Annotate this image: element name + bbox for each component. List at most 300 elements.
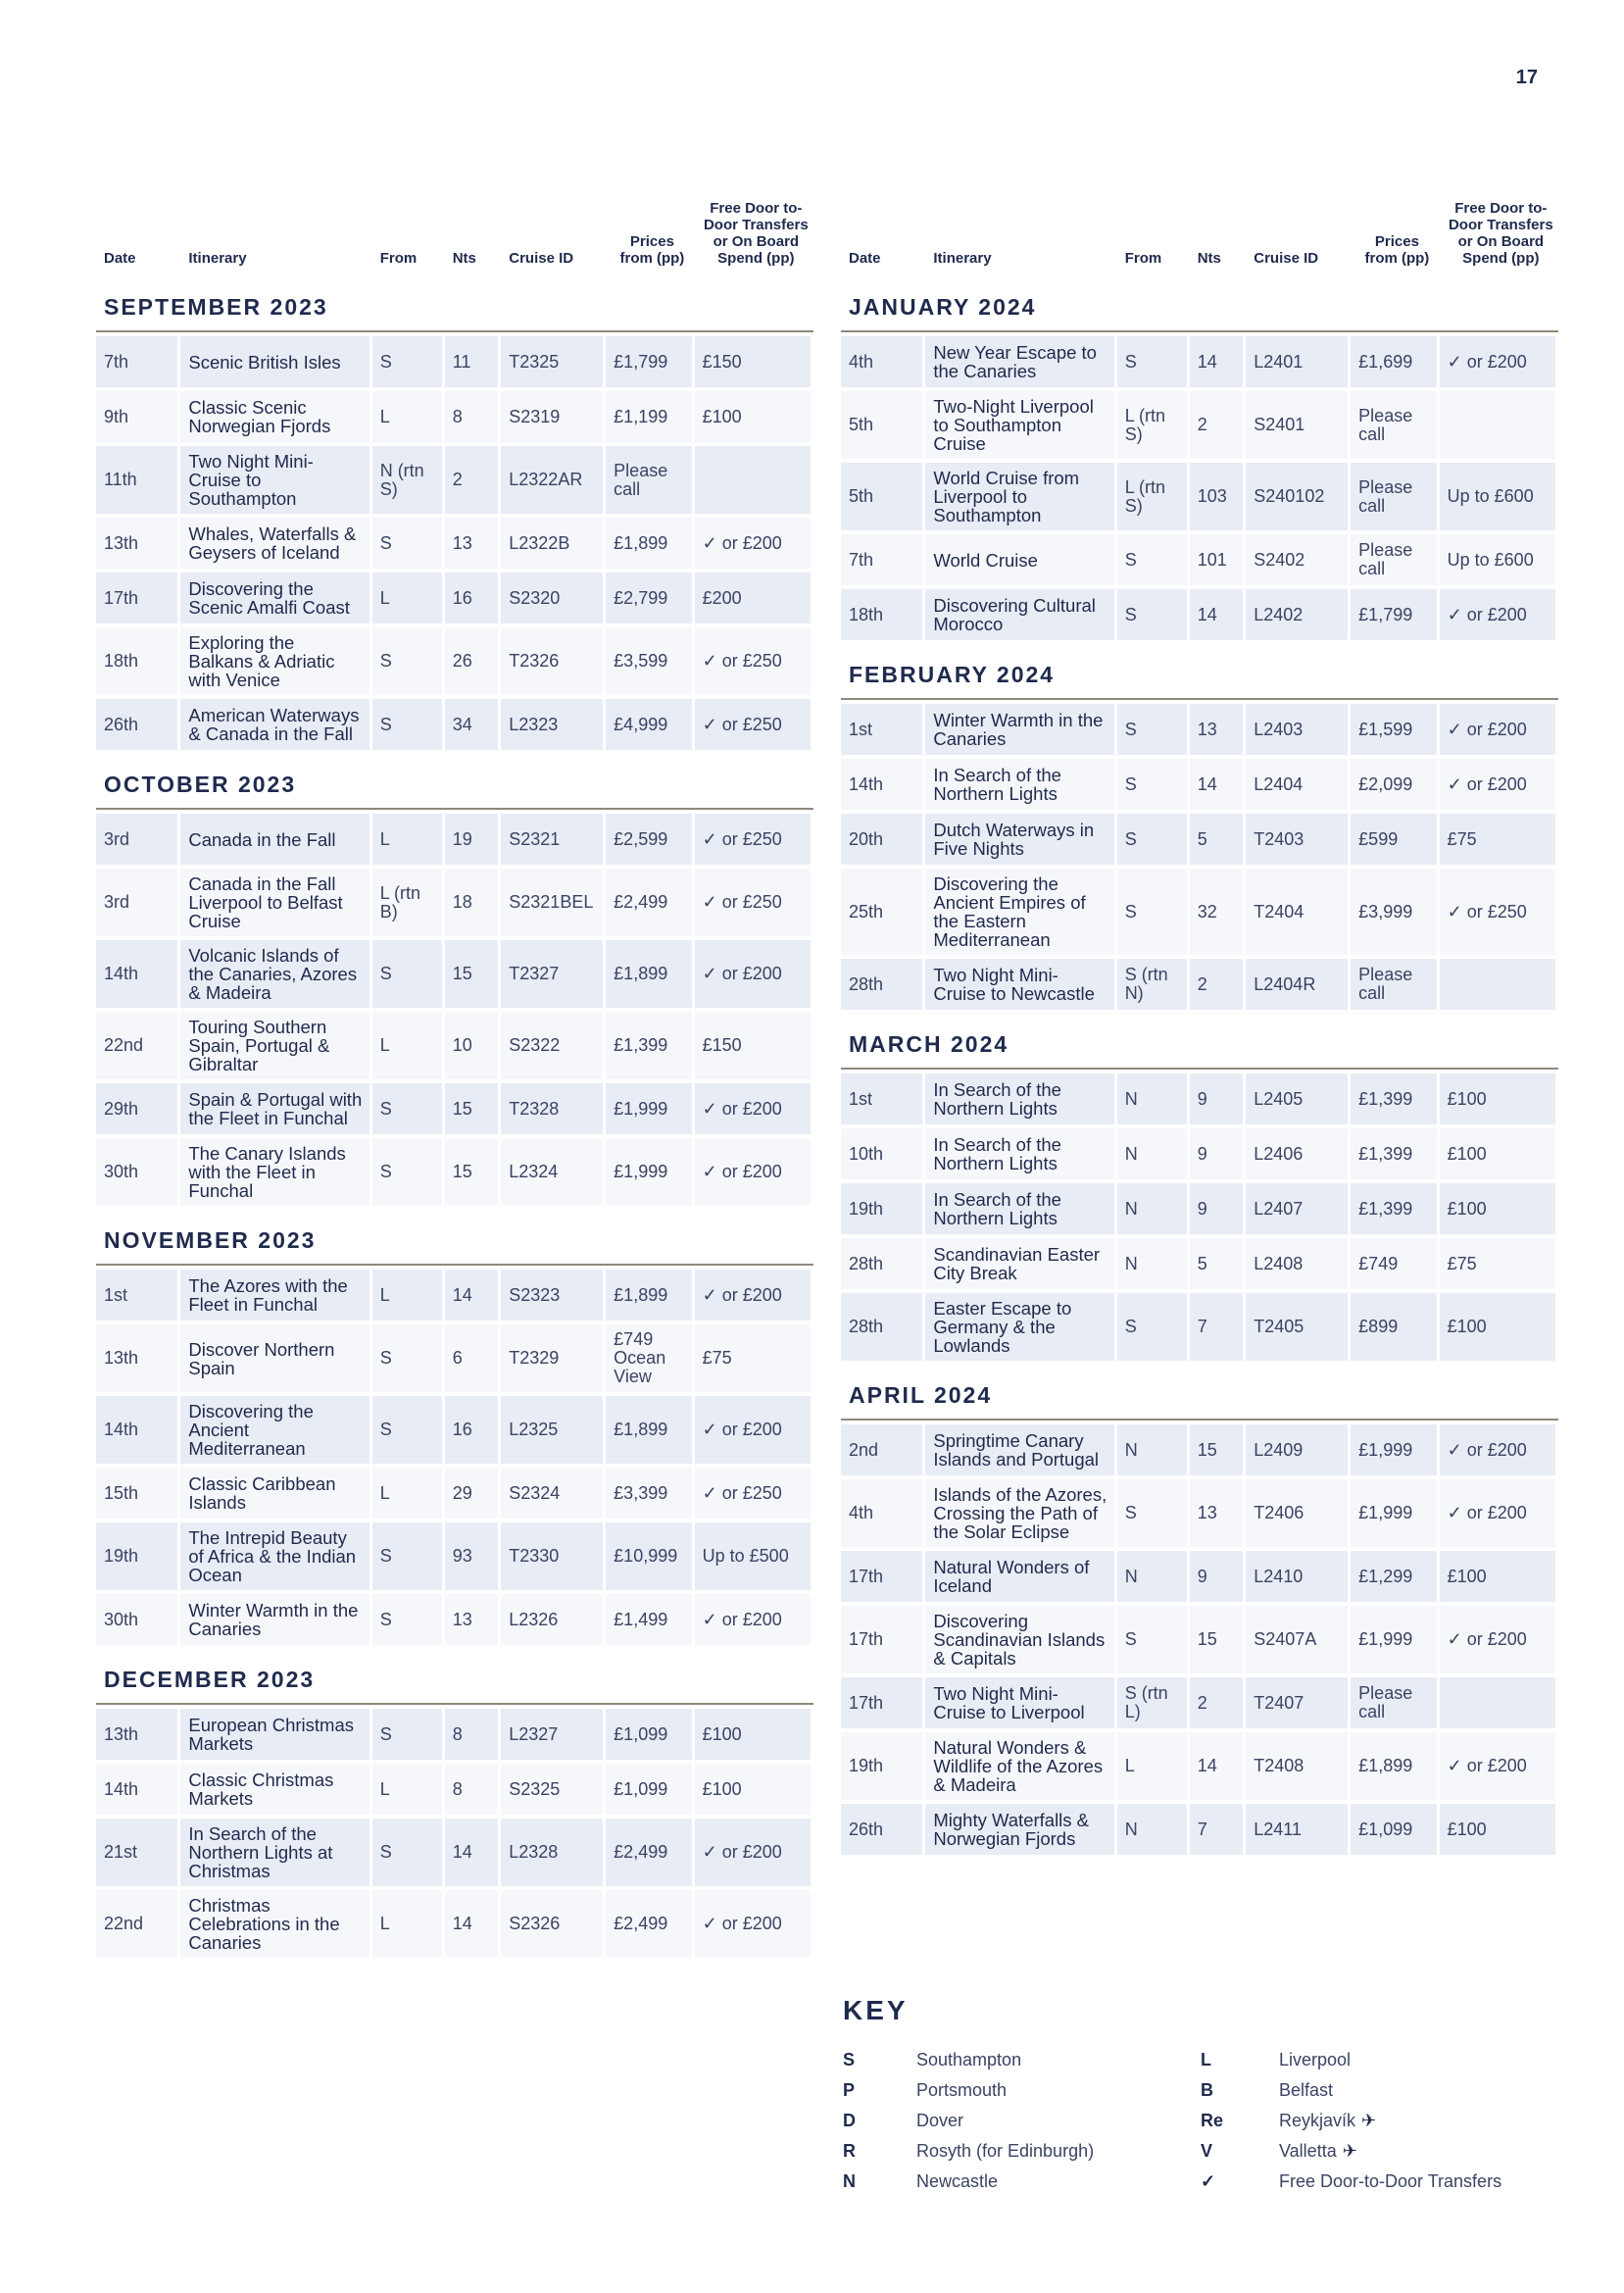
cell-nights: 14 <box>1190 759 1247 810</box>
cell-price: £1,099 <box>1351 1804 1439 1855</box>
cell-date: 22nd <box>96 1012 180 1079</box>
cell-cruise-id: S2326 <box>501 1890 606 1958</box>
key-code: R <box>843 2141 856 2161</box>
cell-free-transfer: ✓ or £200 <box>695 518 813 569</box>
table-row <box>841 463 1558 530</box>
cell-itinerary: Natural Wonders of Iceland <box>925 1551 1116 1602</box>
table-row <box>841 1238 1558 1289</box>
table-row <box>96 699 813 750</box>
cell-price: Please call <box>1351 959 1439 1010</box>
table-row <box>96 1138 813 1206</box>
cell-cruise-id: L2324 <box>501 1138 606 1206</box>
cell-free-transfer: £200 <box>695 573 813 623</box>
key-grid <box>843 2050 1549 2192</box>
cell-from: N <box>1117 1551 1190 1602</box>
cell-itinerary: Discover Northern Spain <box>180 1324 371 1392</box>
cell-price: £1,899 <box>606 518 694 569</box>
key-name: Rosyth (for Edinburgh) <box>916 2141 1095 2161</box>
key-name-cell <box>1279 2171 1549 2192</box>
cell-free-transfer <box>1440 1677 1558 1728</box>
table-row <box>96 627 813 695</box>
cell-itinerary: Touring Southern Spain, Portugal & Gibraltar <box>180 1012 371 1079</box>
cell-cruise-id: L2407 <box>1246 1183 1351 1234</box>
section-title: NOVEMBER 2023 <box>96 1210 813 1266</box>
cell-from: L <box>372 814 445 865</box>
key-name-cell <box>1279 2050 1549 2070</box>
table-row <box>841 534 1558 585</box>
cell-itinerary: The Azores with the Fleet in Funchal <box>180 1270 371 1321</box>
key-code: Re <box>1201 2111 1224 2130</box>
cell-cruise-id: T2403 <box>1246 814 1351 865</box>
cell-cruise-id: L2409 <box>1246 1424 1351 1475</box>
cell-free-transfer: ✓ or £200 <box>1440 1424 1558 1475</box>
cell-nights: 32 <box>1190 869 1247 955</box>
cell-date: 14th <box>841 759 925 810</box>
cell-price: £1,199 <box>606 391 694 442</box>
table-header <box>841 200 1558 273</box>
cell-date: 28th <box>841 1238 925 1289</box>
cell-cruise-id: T2329 <box>501 1324 606 1392</box>
cell-itinerary: Two Night Mini-Cruise to Newcastle <box>925 959 1116 1010</box>
cell-nights: 93 <box>445 1522 502 1590</box>
cell-nights: 8 <box>445 1764 502 1815</box>
cell-price: £749 Ocean View <box>606 1324 694 1392</box>
header-cruise-id: Cruise ID <box>509 250 574 267</box>
cell-cruise-id: S2324 <box>501 1468 606 1519</box>
cell-free-transfer: £100 <box>1440 1293 1558 1361</box>
cell-itinerary: Volcanic Islands of the Canaries, Azores & Madeira <box>180 940 371 1008</box>
cell-itinerary: Whales, Waterfalls & Geysers of Iceland <box>180 518 371 569</box>
table-row <box>96 336 813 387</box>
cell-nights: 15 <box>1190 1424 1247 1475</box>
cell-free-transfer: £100 <box>1440 1128 1558 1179</box>
section-header-row <box>841 1365 1558 1421</box>
cell-date: 4th <box>841 1479 925 1547</box>
cell-free-transfer: ✓ or £200 <box>695 1819 813 1886</box>
cell-price: £1,399 <box>1351 1073 1439 1124</box>
cell-from: L (rtn B) <box>372 869 445 936</box>
page-number: 17 <box>1515 67 1538 88</box>
airplane-icon: ✈ <box>1342 2141 1357 2161</box>
cell-itinerary: Dutch Waterways in Five Nights <box>925 814 1116 865</box>
cell-itinerary: Scenic British Isles <box>180 336 371 387</box>
cell-nights: 13 <box>445 1594 502 1645</box>
section-title: DECEMBER 2023 <box>96 1649 813 1705</box>
key-name: Valletta <box>1279 2141 1337 2161</box>
table-row <box>841 1804 1558 1855</box>
cell-itinerary: Discovering the Ancient Empires of the Eastern Mediterranean <box>925 869 1116 955</box>
table-row <box>841 959 1558 1010</box>
cell-nights: 16 <box>445 1396 502 1464</box>
cell-from: S <box>1117 869 1190 955</box>
cell-cruise-id: L2401 <box>1246 336 1351 387</box>
header-free-transfers: Free Door to-Door Transfers or On Board Spend (pp) <box>1448 200 1553 267</box>
cell-price: Please call <box>1351 1677 1439 1728</box>
cell-price: £1,499 <box>606 1594 694 1645</box>
cell-price: Please call <box>1351 534 1439 585</box>
cell-cruise-id: T2407 <box>1246 1677 1351 1728</box>
cell-date: 2nd <box>841 1424 925 1475</box>
cell-date: 18th <box>96 627 180 695</box>
cell-itinerary: In Search of the Northern Lights <box>925 1073 1116 1124</box>
cell-cruise-id: S2407A <box>1246 1606 1351 1673</box>
cell-free-transfer: ✓ or £200 <box>1440 759 1558 810</box>
cell-itinerary: New Year Escape to the Canaries <box>925 336 1116 387</box>
table-row <box>96 940 813 1008</box>
cell-nights: 14 <box>445 1270 502 1321</box>
cell-price: £1,999 <box>606 1083 694 1134</box>
cell-nights: 18 <box>445 869 502 936</box>
cell-cruise-id: T2404 <box>1246 869 1351 955</box>
header-free-transfers: Free Door to-Door Transfers or On Board Spend (pp) <box>703 200 809 267</box>
cell-price: £1,699 <box>1351 336 1439 387</box>
cell-free-transfer <box>1440 391 1558 459</box>
cell-from: S <box>1117 814 1190 865</box>
cell-itinerary: Classic Caribbean Islands <box>180 1468 371 1519</box>
cell-nights: 14 <box>445 1819 502 1886</box>
section-title: JANUARY 2024 <box>841 276 1558 332</box>
cell-date: 17th <box>841 1551 925 1602</box>
key-legend <box>843 1995 1549 2192</box>
key-name-cell <box>1279 2111 1549 2131</box>
cell-itinerary: Classic Christmas Markets <box>180 1764 371 1815</box>
header-prices: Prices from (pp) <box>619 233 685 267</box>
cell-itinerary: Two Night Mini-Cruise to Liverpool <box>925 1677 1116 1728</box>
cell-date: 3rd <box>96 869 180 936</box>
cell-date: 20th <box>841 814 925 865</box>
airplane-icon: ✈ <box>1361 2111 1377 2130</box>
cell-itinerary: Winter Warmth in the Canaries <box>925 704 1116 755</box>
cell-from: N <box>1117 1424 1190 1475</box>
key-name-cell <box>1279 2080 1549 2101</box>
table-row <box>841 1424 1558 1475</box>
header-from: From <box>379 250 418 267</box>
cell-itinerary: The Intrepid Beauty of Africa & the Indian Ocean <box>180 1522 371 1590</box>
cell-date: 19th <box>841 1183 925 1234</box>
section-title: OCTOBER 2023 <box>96 754 813 810</box>
section-title: SEPTEMBER 2023 <box>96 276 813 332</box>
section-header-row <box>96 276 813 332</box>
cell-nights: 15 <box>445 1138 502 1206</box>
cell-from: S <box>1117 1606 1190 1673</box>
cell-itinerary: In Search of the Northern Lights <box>925 1128 1116 1179</box>
cell-nights: 9 <box>1190 1183 1247 1234</box>
cruise-table-right <box>841 196 1558 1859</box>
cell-itinerary: Discovering the Scenic Amalfi Coast <box>180 573 371 623</box>
table-row <box>96 1819 813 1886</box>
table-row <box>96 1709 813 1760</box>
table-row <box>841 1073 1558 1124</box>
cell-price: £1,799 <box>1351 589 1439 640</box>
table-row <box>96 814 813 865</box>
cell-price: £1,099 <box>606 1764 694 1815</box>
cell-from: L <box>372 573 445 623</box>
cell-price: Please call <box>1351 463 1439 530</box>
cell-free-transfer: £75 <box>1440 1238 1558 1289</box>
cell-date: 14th <box>96 940 180 1008</box>
left-column <box>96 196 813 1962</box>
cell-price: £1,999 <box>1351 1606 1439 1673</box>
cell-from: L <box>372 1012 445 1079</box>
cell-free-transfer: ✓ or £200 <box>695 1270 813 1321</box>
cell-nights: 13 <box>1190 1479 1247 1547</box>
cell-date: 17th <box>841 1677 925 1728</box>
table-row <box>96 1764 813 1815</box>
cell-itinerary: Natural Wonders & Wildlife of the Azores & Madeira <box>925 1732 1116 1800</box>
header-from: From <box>1124 250 1162 267</box>
header-date: Date <box>849 250 881 267</box>
cell-free-transfer: £75 <box>695 1324 813 1392</box>
cell-price: £2,099 <box>1351 759 1439 810</box>
cell-nights: 14 <box>1190 336 1247 387</box>
cell-free-transfer: ✓ or £250 <box>695 814 813 865</box>
key-name: Reykjavík <box>1279 2111 1356 2130</box>
cell-cruise-id: L2328 <box>501 1819 606 1886</box>
cell-from: S <box>372 518 445 569</box>
cell-cruise-id: S2322 <box>501 1012 606 1079</box>
table-row <box>96 1594 813 1645</box>
cell-free-transfer: ✓ or £250 <box>695 869 813 936</box>
cell-from: N <box>1117 1073 1190 1124</box>
cell-cruise-id: T2405 <box>1246 1293 1351 1361</box>
cell-free-transfer: ✓ or £200 <box>695 1594 813 1645</box>
cell-nights: 34 <box>445 699 502 750</box>
cell-price: £2,599 <box>606 814 694 865</box>
cell-date: 21st <box>96 1819 180 1886</box>
cell-price: £3,599 <box>606 627 694 695</box>
cell-free-transfer: £100 <box>695 1764 813 1815</box>
key-code: V <box>1201 2141 1213 2161</box>
section-header-row <box>96 1649 813 1705</box>
cell-cruise-id: S240102 <box>1246 463 1351 530</box>
cell-from: S <box>1117 1479 1190 1547</box>
cell-from: L <box>372 1764 445 1815</box>
cell-cruise-id: S2320 <box>501 573 606 623</box>
cell-price: £1,799 <box>606 336 694 387</box>
table-body <box>96 276 813 1958</box>
key-code: N <box>843 2171 856 2191</box>
cell-itinerary: Spain & Portugal with the Fleet in Funchal <box>180 1083 371 1134</box>
cell-nights: 2 <box>1190 959 1247 1010</box>
cell-from: S <box>372 1522 445 1590</box>
cell-from: S <box>1117 534 1190 585</box>
cell-date: 14th <box>96 1764 180 1815</box>
cell-date: 17th <box>841 1606 925 1673</box>
cell-itinerary: European Christmas Markets <box>180 1709 371 1760</box>
cell-free-transfer: £75 <box>1440 814 1558 865</box>
cell-price: £1,999 <box>1351 1479 1439 1547</box>
cell-cruise-id: L2323 <box>501 699 606 750</box>
cell-cruise-id: L2410 <box>1246 1551 1351 1602</box>
header-itinerary: Itinerary <box>933 250 992 267</box>
cell-nights: 5 <box>1190 1238 1247 1289</box>
cell-itinerary: World Cruise from Liverpool to Southampton <box>925 463 1116 530</box>
cell-free-transfer: ✓ or £250 <box>695 699 813 750</box>
key-name: Portsmouth <box>916 2080 1008 2100</box>
cell-itinerary: Islands of the Azores, Crossing the Path of the Solar Eclipse <box>925 1479 1116 1547</box>
cell-date: 19th <box>841 1732 925 1800</box>
cell-from: S <box>1117 704 1190 755</box>
cell-date: 9th <box>96 391 180 442</box>
cell-free-transfer: Up to £500 <box>695 1522 813 1590</box>
cell-nights: 101 <box>1190 534 1247 585</box>
cell-price: £1,899 <box>1351 1732 1439 1800</box>
cell-price: £1,899 <box>606 1396 694 1464</box>
cell-from: S <box>372 336 445 387</box>
cell-from: S <box>372 1594 445 1645</box>
table-row <box>96 1324 813 1392</box>
cell-cruise-id: L2405 <box>1246 1073 1351 1124</box>
header-nts: Nts <box>452 250 476 267</box>
key-code: D <box>843 2111 856 2130</box>
table-row <box>841 589 1558 640</box>
cell-free-transfer: ✓ or £200 <box>1440 1606 1558 1673</box>
cell-free-transfer: £150 <box>695 336 813 387</box>
cell-cruise-id: S2402 <box>1246 534 1351 585</box>
header-nts: Nts <box>1197 250 1221 267</box>
cell-itinerary: Easter Escape to Germany & the Lowlands <box>925 1293 1116 1361</box>
cell-nights: 2 <box>1190 1677 1247 1728</box>
cell-cruise-id: L2402 <box>1246 589 1351 640</box>
section-header-row <box>96 754 813 810</box>
cell-price: £1,999 <box>606 1138 694 1206</box>
cell-cruise-id: S2321 <box>501 814 606 865</box>
cell-itinerary: Springtime Canary Islands and Portugal <box>925 1424 1116 1475</box>
section-title: APRIL 2024 <box>841 1365 1558 1421</box>
cell-free-transfer: £150 <box>695 1012 813 1079</box>
cell-from: S <box>372 1396 445 1464</box>
cell-free-transfer: ✓ or £250 <box>695 627 813 695</box>
cell-itinerary: Winter Warmth in the Canaries <box>180 1594 371 1645</box>
cell-date: 26th <box>96 699 180 750</box>
table-row <box>841 1128 1558 1179</box>
table-row <box>841 1479 1558 1547</box>
cell-price: £899 <box>1351 1293 1439 1361</box>
table-body <box>841 276 1558 1855</box>
cell-cruise-id: T2325 <box>501 336 606 387</box>
cell-date: 1st <box>841 704 925 755</box>
cell-from: N <box>1117 1183 1190 1234</box>
cell-free-transfer: ✓ or £250 <box>695 1468 813 1519</box>
table-row <box>96 1083 813 1134</box>
cell-date: 18th <box>841 589 925 640</box>
cell-date: 22nd <box>96 1890 180 1958</box>
cell-free-transfer <box>1440 959 1558 1010</box>
table-row <box>96 391 813 442</box>
cell-price: £10,999 <box>606 1522 694 1590</box>
cell-free-transfer <box>695 446 813 514</box>
table-row <box>841 759 1558 810</box>
cell-date: 13th <box>96 1324 180 1392</box>
table-row <box>841 391 1558 459</box>
key-name: Newcastle <box>916 2171 999 2191</box>
section-title: FEBRUARY 2024 <box>841 644 1558 700</box>
cell-cruise-id: L2404 <box>1246 759 1351 810</box>
cell-free-transfer: ✓ or £200 <box>1440 704 1558 755</box>
cell-from: S <box>1117 336 1190 387</box>
cell-nights: 15 <box>445 940 502 1008</box>
cell-itinerary: Discovering Scandinavian Islands & Capitals <box>925 1606 1116 1673</box>
cell-price: £1,399 <box>1351 1183 1439 1234</box>
cell-date: 13th <box>96 518 180 569</box>
cell-itinerary: Classic Scenic Norwegian Fjords <box>180 391 371 442</box>
header-cruise-id: Cruise ID <box>1254 250 1319 267</box>
key-name: Belfast <box>1279 2080 1334 2100</box>
cell-free-transfer: ✓ or £200 <box>1440 1732 1558 1800</box>
cell-price: £1,899 <box>606 1270 694 1321</box>
cell-itinerary: Discovering Cultural Morocco <box>925 589 1116 640</box>
cell-date: 30th <box>96 1138 180 1206</box>
cell-from: N <box>1117 1128 1190 1179</box>
cell-cruise-id: L2406 <box>1246 1128 1351 1179</box>
cell-date: 11th <box>96 446 180 514</box>
table-row <box>841 704 1558 755</box>
cell-nights: 9 <box>1190 1073 1247 1124</box>
table-row <box>841 1732 1558 1800</box>
table-row <box>841 1606 1558 1673</box>
table-row <box>841 1183 1558 1234</box>
cell-itinerary: Canada in the Fall Liverpool to Belfast Cruise <box>180 869 371 936</box>
key-code: B <box>1201 2080 1213 2100</box>
table-row <box>841 1551 1558 1602</box>
cell-from: S (rtn L) <box>1117 1677 1190 1728</box>
cell-from: S <box>372 940 445 1008</box>
cell-from: L <box>372 391 445 442</box>
cell-itinerary: Two Night Mini-Cruise to Southampton <box>180 446 371 514</box>
cell-from: L (rtn S) <box>1117 391 1190 459</box>
key-title: KEY <box>843 1995 909 2025</box>
table-header <box>96 200 813 273</box>
cell-nights: 15 <box>1190 1606 1247 1673</box>
cell-nights: 16 <box>445 573 502 623</box>
table-row <box>96 573 813 623</box>
cell-cruise-id: L2325 <box>501 1396 606 1464</box>
cell-price: £3,999 <box>1351 869 1439 955</box>
cell-price: £4,999 <box>606 699 694 750</box>
cell-from: S <box>372 1324 445 1392</box>
cell-date: 15th <box>96 1468 180 1519</box>
cell-date: 5th <box>841 463 925 530</box>
cell-cruise-id: T2328 <box>501 1083 606 1134</box>
cell-cruise-id: L2404R <box>1246 959 1351 1010</box>
cell-from: S (rtn N) <box>1117 959 1190 1010</box>
cell-itinerary: Exploring the Balkans & Adriatic with Venice <box>180 627 371 695</box>
key-code: S <box>843 2050 856 2069</box>
cell-price: £1,099 <box>606 1709 694 1760</box>
table-row <box>96 1396 813 1464</box>
cell-from: S <box>1117 759 1190 810</box>
cell-cruise-id: T2330 <box>501 1522 606 1590</box>
cell-free-transfer: ✓ or £200 <box>695 1890 813 1958</box>
cell-free-transfer: ✓ or £250 <box>1440 869 1558 955</box>
cell-nights: 10 <box>445 1012 502 1079</box>
cell-cruise-id: L2322AR <box>501 446 606 514</box>
cell-nights: 103 <box>1190 463 1247 530</box>
cell-price: £1,399 <box>1351 1128 1439 1179</box>
cell-nights: 19 <box>445 814 502 865</box>
key-name: Dover <box>916 2111 964 2130</box>
cell-price: £1,399 <box>606 1012 694 1079</box>
cell-nights: 13 <box>1190 704 1247 755</box>
cell-itinerary: In Search of the Northern Lights <box>925 1183 1116 1234</box>
cell-price: £2,499 <box>606 869 694 936</box>
cell-date: 29th <box>96 1083 180 1134</box>
cell-price: Please call <box>1351 391 1439 459</box>
cell-cruise-id: L2411 <box>1246 1804 1351 1855</box>
cell-cruise-id: T2327 <box>501 940 606 1008</box>
cell-itinerary: Mighty Waterfalls & Norwegian Fjords <box>925 1804 1116 1855</box>
cell-cruise-id: S2319 <box>501 391 606 442</box>
